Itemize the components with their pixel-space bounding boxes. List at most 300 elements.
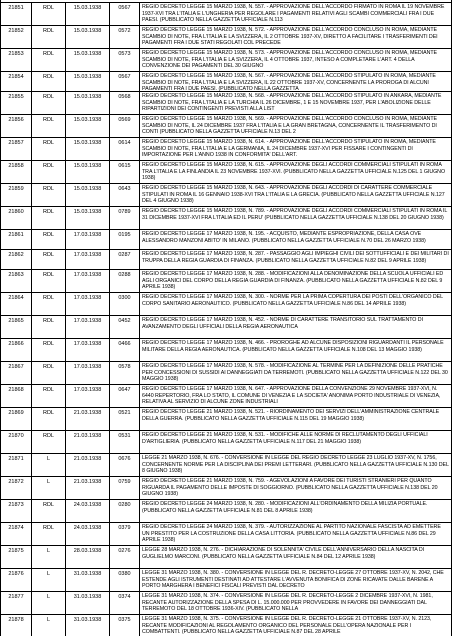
record-description-cell [139, 615, 451, 636]
record-date: 15.03.1938 [73, 51, 102, 57]
table-row [1, 453, 451, 476]
record-code: 0572 [118, 28, 131, 34]
record-date: 15.03.1938 [73, 140, 102, 146]
record-number-cell [1, 115, 31, 137]
record-type-cell [31, 49, 65, 71]
record-code: 0578 [118, 364, 131, 370]
record-date-cell [65, 592, 109, 614]
record-type: RDL [42, 364, 54, 370]
record-number-cell [1, 293, 31, 315]
record-code-cell [109, 250, 139, 269]
record-date-cell [65, 569, 109, 591]
record-description-cell [139, 270, 451, 292]
record-date: 17.03.1938 [73, 387, 102, 393]
record-number: 21851 [8, 5, 24, 11]
record-description-cell [139, 184, 451, 206]
record-number-cell [1, 408, 31, 430]
table-row [1, 160, 451, 183]
record-number: 21877 [8, 594, 24, 600]
record-type: RDL [42, 117, 54, 123]
record-date-cell [65, 615, 109, 636]
record-number-cell [1, 546, 31, 568]
record-date-cell [65, 26, 109, 48]
record-type: RDL [42, 272, 54, 278]
record-code-cell [109, 477, 139, 499]
record-date-cell [65, 454, 109, 476]
record-code: 0452 [118, 318, 131, 324]
record-code-cell [109, 72, 139, 91]
record-code: 0195 [118, 232, 131, 238]
record-description: REGIO DECRETO LEGGE 15 MARZO 1938, N. 568. - APPROVAZIONE DELL'ACCORDO STIPULATO IN ANKARA, MEDIANTE SCAMBIO DI NOTE, FRA L'ITALIA E LA TURCHIA IL 26 DICEMBRE, 1 E 15 NOVEMBRE 1937, PER L'ABOLIZIONE DELLE RIPARTIZIONI DEI CONTINGENTI PREVISTI ALLA LIST [142, 93, 442, 112]
record-description: LEGGE 21 MARZO 1938, N. 676. - CONVERSIONE IN LEGGE DEL REGIO DECRETO LEGGE 23 LUGLIO 1937-XV, N. 1756, CONCERNENTE NORME PER LA DISCIPLINA DEI PREMI LETTERARI. (PUBBLICATO NELLA GAZZETTA UFFICIALE N.130 DEL 8 GIUGNO 1938) [142, 455, 449, 474]
record-code-cell [109, 615, 139, 636]
record-description: REGIO DECRETO LEGGE 17 MARZO 1938, N. 452. - NORME DI CARATTERE TRANSITORIO SUL TRATTAMENTO DI AVANZAMENTO DEGLI UFFICIALI DELLA REGIA AERONAUTICA [142, 317, 423, 330]
record-type: RDL [42, 163, 54, 169]
record-date: 15.03.1938 [73, 74, 102, 80]
record-number: 21855 [8, 94, 24, 100]
record-description: REGIO DECRETO LEGGE 21 MARZO 1938, N. 521. - RIORDINAMENTO DEI SERVIZI DELL'AMMINISTRAZIONE CENTRALE DELLA GUERRA. (PUBBLICATO NELLA GAZZETTA UFFICIALE N.115 DEL 19 MAGGIO 1938) [142, 409, 440, 422]
record-number: 21853 [8, 51, 24, 57]
record-code-cell [109, 161, 139, 183]
record-code-cell [109, 293, 139, 315]
record-date-cell [65, 293, 109, 315]
record-description: LEGGE 31 MARZO 1938, N. 375. - CONVERSIONE IN LEGGE DEL R. DECRETO-LEGGE 21 OTTOBRE 1937-XV, N. 2123, RECANTE MODIFICAZIONI AL REGOLAMENTO ORGANICO DEL PERSONALE DELL'OPERA NAZIONALE PER I COMBATTENTI. (PUBBLICATO NELLA GAZZETTA UFFICIALE N.87 DEL 28 APRILE [142, 616, 432, 635]
record-number: 21878 [8, 617, 24, 623]
record-code: 0276 [118, 548, 131, 554]
record-description: REGIO DECRETO LEGGE 15 MARZO 1938, N. 614. - APPROVAZIONE DELL'ACCORDO STIPULATO IN ROMA, MEDIANTE SCAMBIO DI NOTE, FRA L'ITALIA E LA GERMANIA, IL 24 DICEMBRE 1937-XVI PER FISSARE I CONTINGENTI DI IMPORTAZIONE PER L'ANNO 1938 IN CONFORMITA' DELL'ART. [142, 139, 436, 158]
record-code: 0643 [118, 186, 131, 192]
record-code-cell [109, 408, 139, 430]
record-number: 21858 [8, 163, 24, 169]
record-date: 28.03.1938 [73, 548, 102, 554]
record-date: 15.03.1938 [73, 94, 102, 100]
record-type: RDL [42, 94, 54, 100]
record-type: RDL [42, 28, 54, 34]
record-date-cell [65, 250, 109, 269]
record-type: RDL [42, 341, 54, 347]
record-date-cell [65, 316, 109, 338]
table-row [1, 499, 451, 522]
record-code: 0568 [118, 94, 131, 100]
record-code-cell [109, 92, 139, 114]
record-description-cell [139, 250, 451, 269]
record-number: 21865 [8, 318, 24, 324]
record-type: L [46, 456, 51, 462]
record-number-cell [1, 454, 31, 476]
table-row [1, 407, 451, 430]
record-type-cell [31, 339, 65, 361]
record-code-cell [109, 26, 139, 48]
table-row [1, 568, 451, 591]
record-type: L [46, 571, 51, 577]
record-date-cell [65, 523, 109, 545]
record-description: REGIO DECRETO LEGGE 17 MARZO 1938, N. 578. - MODIFICAZIONE AL TERMINE PER LA DEFINIZIONE DELLE PRATICHE PER CONCESSIONI DI SUSSIDI AI DANNEGGIATI DA TERREMOTI. (PUBBLICATO NELLA GAZZETTA UFFICIALE N.122 DEL 30 MAGGIO 1938) [142, 363, 448, 382]
record-number-cell [1, 230, 31, 249]
record-type: L [46, 594, 51, 600]
record-type-cell [31, 26, 65, 48]
record-number-cell [1, 161, 31, 183]
table-row [1, 591, 451, 614]
record-date-cell [65, 3, 109, 25]
record-code: 0615 [118, 163, 131, 169]
table-row [1, 249, 451, 269]
record-code: 0573 [118, 51, 131, 57]
record-number-cell [1, 49, 31, 71]
record-type: RDL [42, 525, 54, 531]
table-row [1, 48, 451, 71]
record-description: REGIO DECRETO LEGGE 15 MARZO 1938, N. 643. - APPROVAZIONE DEGLI ACCORDI DI CARATTERE COMMERCIALE STIPULATI IN ROMA IL 16 GENNAIO 1938-XVI TRA L'ITALIA E LA GRECIA. (PUBBLICATO NELLA GAZZETTA UFFICIALE N.127 DEL 4 GIUGNO 1938) [142, 185, 445, 204]
record-code-cell [109, 138, 139, 160]
record-description-cell [139, 161, 451, 183]
record-number: 21854 [8, 74, 24, 80]
record-description-cell [139, 454, 451, 476]
record-date-cell [65, 500, 109, 522]
record-code-cell [109, 385, 139, 407]
record-type-cell [31, 115, 65, 137]
record-type: RDL [42, 51, 54, 57]
record-description: REGIO DECRETO LEGGE 17 MARZO 1938, N. 287. - PASSAGGIO AGLI IMPIEGHI CIVILI DEI SOTTUFFICIALI E DEI MILITARI DI TRUPPA DELLA REGIA GUARDIA DI FINANZA. (PUBBLICATO NELLA GAZZETTA UFFICIALE N.82 DEL 9 APRILE 1938) [142, 251, 449, 264]
record-code-cell [109, 454, 139, 476]
record-type-cell [31, 615, 65, 636]
record-type: RDL [42, 318, 54, 324]
table-row [1, 137, 451, 160]
record-description: REGIO DECRETO LEGGE 17 MARZO 1938, N. 288. - MODIFICAZIONI ALLA DENOMINAZIONE DELLA SCUOLA UFFICIALI ED AGLI ORGANICI DEL CORPO DELLA REGIA GUARDIA DI FINANZA. (PUBBLICATO NELLA GAZZETTA UFFICIALE N.82 DEL 9 APRILE 1938) [142, 271, 444, 290]
record-code-cell [109, 339, 139, 361]
record-code-cell [109, 270, 139, 292]
record-number-cell [1, 523, 31, 545]
record-description: REGIO DECRETO LEGGE 21 MARZO 1938, N. 759. - AGEVOLAZIONI A FAVORE DEI TURISTI STRANIERI PER QUANTO RIGUARDA IL PAGAMENTO DELLE IMPOSTE DI SOGGIORNO. (PUBBLICATO NELLA GAZZETTA UFFICIALE N.138 DEL 20 GIUGNO 1938) [142, 478, 438, 497]
record-code: 0614 [118, 140, 131, 146]
record-description: REGIO DECRETO LEGGE 15 MARZO 1938, N. 789. - APPROVAZIONE DEGLI ACCORDI COMMERCIALI STIPULATI IN ROMA IL 31 DICEMBRE 1937-XVI FRA L'ITALIA ED IL PERU' (PUBBLICATO NELLA GAZZETTA UFFICIALE N.138 DEL 20 GIUGNO 1938) [142, 208, 448, 221]
record-code-cell [109, 230, 139, 249]
record-type: RDL [42, 295, 54, 301]
record-description: REGIO DECRETO LEGGE 15 MARZO 1938, N. 573. - APPROVAZIONE DELL'ACCORDO CONCLUSO IN ROMA, MEDIANTE SCAMBIO DI NOTE, FRA L'ITALIA E LA SVIZZERA, IL 4 OTTOBRE 1937, INTESO A COMPLETARE L'ART. 4 DELLA CONVENZIONE DEI PAGAMENTI DEL 30 GIUGNO [142, 50, 438, 69]
record-type-cell [31, 207, 65, 229]
record-number-cell [1, 207, 31, 229]
table-row [1, 522, 451, 545]
record-number: 21866 [8, 341, 24, 347]
record-number-cell [1, 477, 31, 499]
record-description: LEGGE 31 MARZO 1938, N. 374. - CONVERSIONE IN LEGGE DEL R. DECRETO-LEGGE 2 DICEMBRE 1937-XVI, N. 1981, RECANTE AUTORIZZAZIONE DELLA SPESA DI L. 15.000.000 PER PROVVEDERE IN FAVORE DEI DANNEGGIATI DAL TERREMOTO DEL 18 OTTOBRE 1936-XIV. (PUBBLICATO NELLA [142, 593, 433, 612]
record-number: 21871 [8, 456, 24, 462]
record-code: 0466 [118, 341, 131, 347]
record-description: REGIO DECRETO LEGGE 17 MARZO 1938, N. 195. - ACQUISTO, MEDIANTE ESPROPRIAZIONE, DELLA CASA OVE ALESSANDRO MANZONI ABITO' IN MILANO. (PUBBLICATO NELLA GAZZETTA UFFICIALE N.70 DEL 26 MARZO 1938) [142, 231, 426, 244]
record-date-cell [65, 477, 109, 499]
record-date: 31.03.1938 [73, 594, 102, 600]
record-number-cell [1, 431, 31, 453]
record-description: REGIO DECRETO LEGGE 21 MARZO 1938, N. 531. - MODIFICHE ALLE NORME DI RECLUTAMENTO DEGLI UFFICIALI D'ARTIGLIERIA. (PUBBLICATO NELLA GAZZETTA UFFICIALE N.117 DEL 21 MAGGIO 1938) [142, 432, 428, 445]
record-type-cell [31, 431, 65, 453]
record-date-cell [65, 431, 109, 453]
table-row [1, 430, 451, 453]
record-type: RDL [42, 410, 54, 416]
record-type-cell [31, 161, 65, 183]
record-code-cell [109, 3, 139, 25]
record-number: 21868 [8, 387, 24, 393]
record-date: 31.03.1938 [73, 617, 102, 623]
record-description-cell [139, 138, 451, 160]
record-number-cell [1, 385, 31, 407]
record-description-cell [139, 207, 451, 229]
record-code: 0379 [118, 525, 131, 531]
record-number: 21860 [8, 209, 24, 215]
record-number: 21872 [8, 479, 24, 485]
table-row [1, 545, 451, 568]
record-description-cell [139, 293, 451, 315]
record-code: 0567 [118, 74, 131, 80]
record-number-cell [1, 3, 31, 25]
record-number: 21874 [8, 525, 24, 531]
record-date-cell [65, 138, 109, 160]
record-date-cell [65, 385, 109, 407]
record-number: 21864 [8, 295, 24, 301]
record-description-cell [139, 115, 451, 137]
record-code: 0300 [118, 295, 131, 301]
table-row [1, 183, 451, 206]
record-date: 15.03.1938 [73, 5, 102, 11]
table-row [1, 292, 451, 315]
record-type-cell [31, 316, 65, 338]
record-type-cell [31, 569, 65, 591]
record-number-cell [1, 569, 31, 591]
record-description: REGIO DECRETO LEGGE 17 MARZO 1938, N. 300. - NORME PER LA PRIMA COPERTURA DEI POSTI DELL'ORGANICO DEL CORPO SANITARIO AERONAUTICO. (PUBBLICATO NELLA GAZZETTA UFFICIALE N.86 DEL 14 APRILE 1938) [142, 294, 443, 307]
record-type: RDL [42, 387, 54, 393]
record-type-cell [31, 184, 65, 206]
record-description: REGIO DECRETO LEGGE 17 MARZO 1938, N. 466. - PROROGHE AD ALCUNE DISPOSIZIONI RIGUARDANTI IL PERSONALE MILITARE DELLA REGIA AERONAUTICA. (PUBBLICATO NELLA GAZZETTA UFFICIALE N.108 DEL 13 MAGGIO 1938) [142, 340, 444, 353]
record-description: REGIO DECRETO LEGGE 17 MARZO 1938, N. 647. - APPROVAZIONE DELLA CONVENZIONE 29 NOVEMBRE 1937-XVI, N. 6440 REPERTORIO, FRA LO STATO, IL COMUNE DI VENEZIA E LA SOCIETA' ANONIMA PORTO INDUSTRIALE DI VENEZIA, RELATIVA AL SERVIZIO DI ALCUNE ZONE INDUSTRIALI [142, 386, 441, 405]
record-description-cell [139, 3, 451, 25]
record-type-cell [31, 138, 65, 160]
record-code-cell [109, 523, 139, 545]
record-number-cell [1, 92, 31, 114]
record-number-cell [1, 184, 31, 206]
record-date-cell [65, 72, 109, 91]
record-code: 0375 [118, 617, 131, 623]
record-date: 21.03.1938 [73, 410, 102, 416]
record-date-cell [65, 408, 109, 430]
record-code-cell [109, 500, 139, 522]
record-number: 21852 [8, 28, 24, 34]
record-number: 21859 [8, 186, 24, 192]
record-type: RDL [42, 186, 54, 192]
table-row [1, 338, 451, 361]
record-number: 21875 [8, 548, 24, 554]
record-description-cell [139, 385, 451, 407]
record-date: 17.03.1938 [73, 295, 102, 301]
record-code-cell [109, 316, 139, 338]
record-type-cell [31, 592, 65, 614]
record-number: 21857 [8, 140, 24, 146]
record-description: REGIO DECRETO LEGGE 15 MARZO 1938, N. 557. - APPROVAZIONE DELL'ACCORDO FIRMATO IN ROMA IL 19 NOVEMBRE 1937-XVI TRA L'ITALIA E L'UNGHERIA PER REGOLARE I PAGAMENTI RELATIVI AGLI SCAMBI COMMERCIALI FRA I DUE PAESI. (PUBBLICATO NELLA GAZZETTA UFFICIALE N.113 [142, 4, 445, 23]
record-date-cell [65, 161, 109, 183]
record-number-cell [1, 339, 31, 361]
record-type-cell [31, 92, 65, 114]
record-date: 17.03.1938 [73, 318, 102, 324]
record-type-cell [31, 293, 65, 315]
record-date: 17.03.1938 [73, 232, 102, 238]
record-code-cell [109, 431, 139, 453]
table-row [1, 91, 451, 114]
record-type: RDL [42, 252, 54, 258]
record-date-cell [65, 92, 109, 114]
record-description-cell [139, 500, 451, 522]
record-type-cell [31, 270, 65, 292]
record-date: 15.03.1938 [73, 186, 102, 192]
record-code: 0380 [118, 571, 131, 577]
record-description: REGIO DECRETO LEGGE 24 MARZO 1938, N. 280. - MODIFICAZIONI ALL'ORDINAMENTO DELLA MILIZIA PORTUALE. (PUBBLICATO NELLA GAZZETTA UFFICIALE N.81 DEL 8 APRILE 1938) [142, 501, 428, 514]
record-type-cell [31, 230, 65, 249]
table-row [1, 229, 451, 249]
record-description-cell [139, 230, 451, 249]
table-row [1, 384, 451, 407]
table-row [1, 71, 451, 91]
record-code: 0531 [118, 433, 131, 439]
record-date: 21.03.1938 [73, 479, 102, 485]
table-row [1, 2, 451, 25]
record-code-cell [109, 592, 139, 614]
record-date: 15.03.1938 [73, 163, 102, 169]
record-description-cell [139, 523, 451, 545]
record-description-cell [139, 316, 451, 338]
record-date-cell [65, 270, 109, 292]
record-type: RDL [42, 433, 54, 439]
record-code: 0647 [118, 387, 131, 393]
record-number-cell [1, 316, 31, 338]
record-date: 17.03.1938 [73, 364, 102, 370]
record-date-cell [65, 546, 109, 568]
record-date-cell [65, 207, 109, 229]
table-row [1, 25, 451, 48]
record-code-cell [109, 546, 139, 568]
record-date: 15.03.1938 [73, 209, 102, 215]
record-type-cell [31, 454, 65, 476]
record-number-cell [1, 138, 31, 160]
record-description: REGIO DECRETO LEGGE 15 MARZO 1938, N. 569. - APPROVAZIONE DELL'ACCORDO CONCLUSO IN ROMA, MEDIANTE SCAMBIO DI NOTE, IL 24 DICEMBRE 1937 FRA L'ITALIA E LA GRAN BRETAGNA, CONCERNENTE IL TRASFERIMENTO DI CONTI (PUBBLICATO NELLA GAZZETTA UFFICIALE N.13 DEL 2 [142, 116, 438, 135]
record-number: 21876 [8, 571, 24, 577]
record-code-cell [109, 49, 139, 71]
record-type-cell [31, 362, 65, 384]
record-number: 21869 [8, 410, 24, 416]
record-number: 21867 [8, 364, 24, 370]
record-code: 0374 [118, 594, 131, 600]
table-row [1, 315, 451, 338]
record-date: 17.03.1938 [73, 252, 102, 258]
record-description: REGIO DECRETO LEGGE 15 MARZO 1938, N. 567. - APPROVAZIONE DELL'ACCORDO STIPULATO IN ROMA, MEDIANTE SCAMBIO DI NOTE, FRA L'ITALIA E LA SVIZZERA, IL 22 OTTOBRE 1937-XV, CONCERNENTE LA PROROGA DI ALCUNI PAGAMENTI FRA I DUE PAESI. (PUBBLICATO NELLA GAZZETTA [142, 73, 436, 91]
record-description-cell [139, 49, 451, 71]
record-date-cell [65, 230, 109, 249]
record-number-cell [1, 270, 31, 292]
record-date-cell [65, 339, 109, 361]
record-date: 21.03.1938 [73, 456, 102, 462]
record-type: RDL [42, 5, 54, 11]
record-number-cell [1, 362, 31, 384]
record-code: 0676 [118, 456, 131, 462]
table-row [1, 114, 451, 137]
record-code: 0567 [118, 5, 131, 11]
record-number: 21873 [8, 502, 24, 508]
record-description: REGIO DECRETO LEGGE 15 MARZO 1938, N. 572. - APPROVAZIONE DELL'ACCORDO CONCLUSO IN ROMA, MEDIANTE SCAMBIO DI NOTE, FRA L'ITALIA E LA SVIZZERA, IL 2 OTTOBRE 1937-XV, DIRETTO A FACILITARE I TRASFERIMENTI DEI PAGAMENTI FRA I DUE STATI REGOLATI COL PRECEDE [142, 27, 438, 46]
record-code: 0288 [118, 272, 131, 278]
record-code: 0569 [118, 117, 131, 123]
record-number: 21862 [8, 252, 24, 258]
record-number: 21863 [8, 272, 24, 278]
record-type: RDL [42, 502, 54, 508]
record-code-cell [109, 569, 139, 591]
record-number: 21861 [8, 232, 24, 238]
record-date: 21.03.1938 [73, 433, 102, 439]
record-date: 17.03.1938 [73, 341, 102, 347]
record-date: 17.03.1938 [73, 272, 102, 278]
record-code: 0521 [118, 410, 131, 416]
record-type-cell [31, 546, 65, 568]
table-row [1, 614, 451, 636]
record-description: REGIO DECRETO LEGGE 15 MARZO 1938, N. 615. - APPROVAZIONE DEGLI ACCORDI COMMERCIALI STIPULATI IN ROMA TRA L'ITALIA E LA FINLANDIA IL 23 NOVEMBRE 1937-XVI. (PUBBLICATO NELLA GAZZETTA UFFICIALE N.125 DEL 1 GIUGNO 1938) [142, 162, 446, 181]
record-description: LEGGE 28 MARZO 1938, N. 276. - DICHIARAZIONE DI SOLENNITA' CIVILE DELL'ANNIVERSARIO DELLA NASCITA DI GUGLIELMO MARCONI. (PUBBLICATO NELLA GAZZETTA UFFICIALE N.84 DEL 12 APRILE 1938) [142, 547, 425, 560]
record-description: LEGGE 31 MARZO 1938, N. 380. - CONVERSIONE IN LEGGE DEL R. DECRETO-LEGGE 27 OTTOBRE 1937-XV, N. 2042, CHE ESTENDE AGLI ISTRUMENTI DESTINATI AD ATTESTARE L'AVVENUTA BONIFICA DI ZONE RICAVATE DALLE BARENE A PORTO MARGHERA I BENEFICI FISCALI PREVISTI DAL DECRETO [142, 570, 444, 589]
record-date-cell [65, 115, 109, 137]
record-description-cell [139, 339, 451, 361]
record-type-cell [31, 385, 65, 407]
record-type: L [46, 617, 51, 623]
record-number-cell [1, 26, 31, 48]
record-description-cell [139, 569, 451, 591]
record-description-cell [139, 72, 451, 91]
record-code: 0789 [118, 209, 131, 215]
record-number-cell [1, 72, 31, 91]
record-type-cell [31, 250, 65, 269]
table-row [1, 361, 451, 384]
record-description: REGIO DECRETO LEGGE 24 MARZO 1938, N. 379. - AUTORIZZAZIONE AL PARTITO NAZIONALE FASCISTA AD EMETTERE UN PRESTITO PER LA COSTRUZIONE DELLA CASA LITTORIA. (PUBBLICATO NELLA GAZZETTA UFFICIALE N.86 DEL 29 APRILE 1938) [142, 524, 441, 543]
record-date: 15.03.1938 [73, 28, 102, 34]
record-date-cell [65, 49, 109, 71]
record-description-cell [139, 408, 451, 430]
record-description-cell [139, 92, 451, 114]
table-row [1, 269, 451, 292]
record-type-cell [31, 72, 65, 91]
record-type-cell [31, 523, 65, 545]
record-code-cell [109, 207, 139, 229]
record-type-cell [31, 3, 65, 25]
record-description-cell [139, 592, 451, 614]
record-type-cell [31, 408, 65, 430]
record-code-cell [109, 115, 139, 137]
table-row [1, 206, 451, 229]
record-description-cell [139, 477, 451, 499]
record-date: 31.03.1938 [73, 571, 102, 577]
record-description-cell [139, 431, 451, 453]
record-number-cell [1, 500, 31, 522]
record-type: RDL [42, 209, 54, 215]
record-description-cell [139, 26, 451, 48]
record-date: 24.03.1938 [73, 502, 102, 508]
record-number: 21870 [8, 433, 24, 439]
record-type: RDL [42, 74, 54, 80]
record-number-cell [1, 615, 31, 636]
record-description-cell [139, 546, 451, 568]
record-type: L [46, 479, 51, 485]
record-type-cell [31, 500, 65, 522]
record-date: 24.03.1938 [73, 525, 102, 531]
record-number-cell [1, 250, 31, 269]
record-number-cell [1, 592, 31, 614]
record-date: 15.03.1938 [73, 117, 102, 123]
table-row [1, 476, 451, 499]
record-type: RDL [42, 140, 54, 146]
record-number: 21856 [8, 117, 24, 123]
record-date-cell [65, 184, 109, 206]
record-code-cell [109, 362, 139, 384]
record-type: RDL [42, 232, 54, 238]
